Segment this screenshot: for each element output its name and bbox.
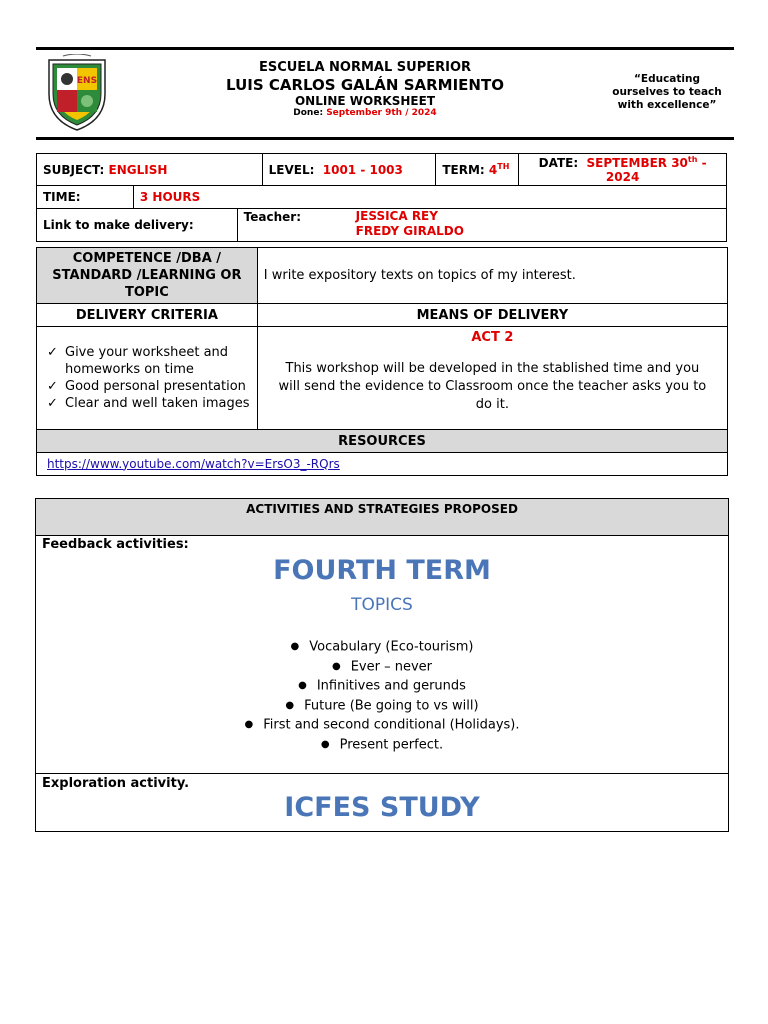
date-cell: DATE: SEPTEMBER 30th - 2024 xyxy=(519,154,727,186)
competence-label: COMPETENCE /DBA / STANDARD /LEARNING OR TOPIC xyxy=(37,248,258,304)
list-item: ● First and second conditional (Holidays). xyxy=(36,715,728,735)
date-value: SEPTEMBER 30 xyxy=(586,156,688,170)
bullet-icon: ● xyxy=(244,719,254,730)
bullet-icon: ● xyxy=(331,660,341,672)
term-value: 4 xyxy=(488,163,498,177)
school-title xyxy=(180,60,550,119)
resources-cell xyxy=(37,453,728,476)
fourth-term-title: FOURTH TERM xyxy=(273,555,491,586)
level-cell: LEVEL: 1001 - 1003 xyxy=(262,154,436,186)
subject-value: ENGLISH xyxy=(108,162,168,177)
list-item: ● Present perfect. xyxy=(36,735,728,755)
competence-value: I write expository texts on topics of my interest. xyxy=(257,248,727,304)
teacher-name-2: FREDY GIRALDO xyxy=(355,224,464,238)
check-icon: ✓ xyxy=(47,396,58,411)
list-item: ● Ever – never xyxy=(36,657,728,677)
exploration-divider xyxy=(36,773,728,774)
criteria-item: ✓ Good personal presentation xyxy=(47,379,246,394)
exploration-label: Exploration activity. xyxy=(42,776,190,791)
teacher-cell xyxy=(237,209,726,242)
competence-table xyxy=(36,247,728,476)
means-cell xyxy=(257,327,727,430)
school-logo xyxy=(43,54,111,132)
school-line-1: ESCUELA NORMAL SUPERIOR xyxy=(258,60,472,75)
school-motto: “Educating ourselves to teach with excellence” xyxy=(612,73,722,112)
done-date: September 9th / 2024 xyxy=(326,107,437,118)
bullet-icon: ● xyxy=(290,641,300,652)
icfes-title: ICFES STUDY xyxy=(284,792,480,823)
criteria-item: ✓ Give your worksheet and homeworks on time xyxy=(47,345,229,377)
topics-title: TOPICS xyxy=(351,595,413,615)
time-label-cell: TIME: xyxy=(37,186,134,209)
school-line-2: LUIS CARLOS GALÁN SARMIENTO xyxy=(226,75,504,94)
list-item: ● Vocabulary (Eco-tourism) xyxy=(36,637,728,657)
act-label: ACT 2 xyxy=(471,330,514,345)
info-table xyxy=(36,153,727,242)
bullet-icon: ● xyxy=(320,738,330,750)
time-value: 3 HOURS xyxy=(133,186,726,209)
criteria-item: ✓ Clear and well taken images xyxy=(47,396,250,411)
done-line xyxy=(180,108,550,119)
subject-cell: SUBJECT: ENGLISH xyxy=(37,154,263,186)
means-text: This workshop will be developed in the stablished time and you will send the evidence to Classroom once the teacher asks you to do it. xyxy=(278,361,707,412)
header-bottom-rule xyxy=(36,137,734,140)
topics-list xyxy=(36,637,728,754)
teacher-label: Teacher: xyxy=(243,210,302,224)
bullet-icon: ● xyxy=(285,699,295,711)
svg-text:ENS: ENS xyxy=(76,76,98,86)
criteria-header: DELIVERY CRITERIA xyxy=(37,304,258,327)
link-label: Link to make delivery: xyxy=(37,209,238,242)
teacher-name-1: JESSICA REY xyxy=(355,209,438,223)
resource-link[interactable]: https://www.youtube.com/watch?v=ErsO3_-RQrs xyxy=(47,456,340,471)
list-item: ● Infinitives and gerunds xyxy=(36,676,728,696)
check-icon: ✓ xyxy=(47,345,58,360)
list-item: ● Future (Be going to vs will) xyxy=(36,696,728,716)
term-cell: TERM: 4TH xyxy=(436,154,519,186)
means-header: MEANS OF DELIVERY xyxy=(257,304,727,327)
activities-box xyxy=(35,498,729,832)
header-top-rule xyxy=(36,47,734,50)
worksheet-label: ONLINE WORKSHEET xyxy=(294,93,435,108)
level-value: 1001 - 1003 xyxy=(322,162,403,177)
bullet-icon: ● xyxy=(298,680,307,691)
activities-header: ACTIVITIES AND STRATEGIES PROPOSED xyxy=(36,499,728,536)
resources-header: RESOURCES xyxy=(37,430,728,453)
feedback-label: Feedback activities: xyxy=(42,537,189,552)
done-label: Done: xyxy=(293,107,324,118)
criteria-cell xyxy=(37,327,258,430)
check-icon: ✓ xyxy=(47,379,58,394)
